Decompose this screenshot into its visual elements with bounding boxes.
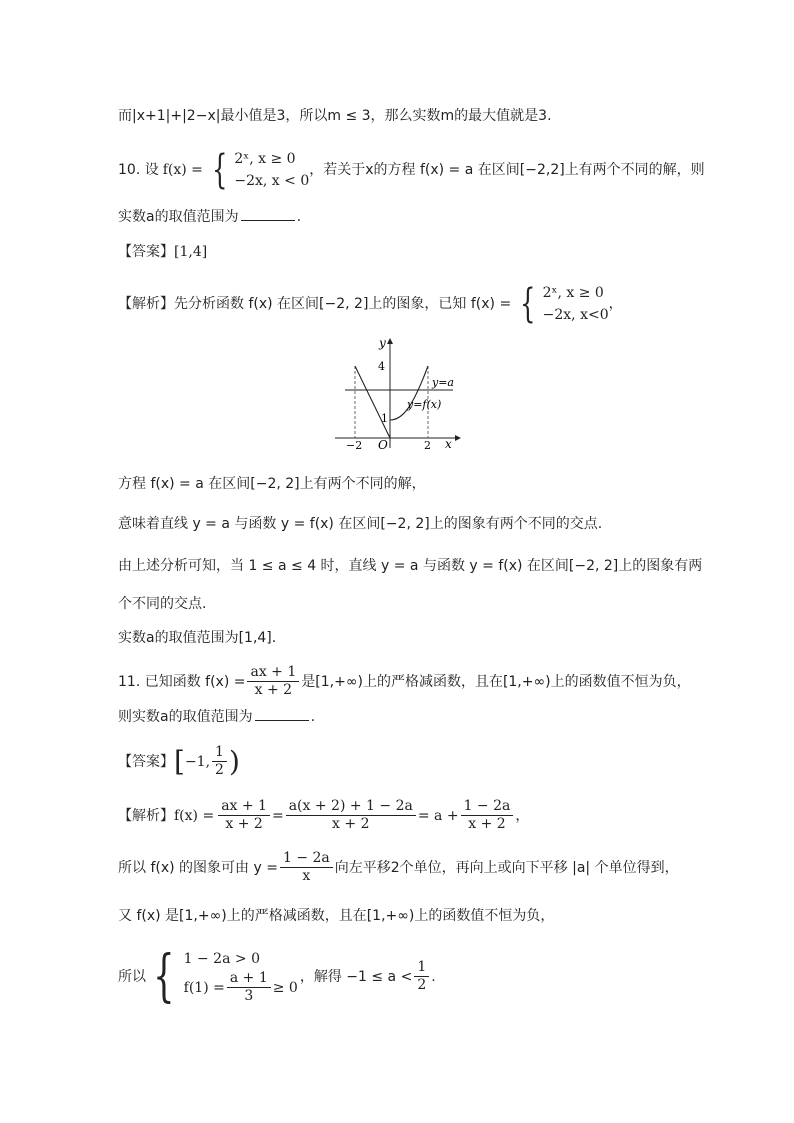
- q11-line-2-text: 则实数a的取值范围为: [118, 709, 253, 725]
- text-line-1: 而|x+1|+|2−x|最小值是3，所以m ≤ 3，那么实数m的最大值就是3.: [118, 108, 552, 124]
- q11-denominator: x + 2: [254, 682, 293, 698]
- answer-11-numerator: 1: [212, 744, 227, 762]
- q10-line-2: [118, 206, 301, 227]
- paragraph-5: 实数a的取值范围为[1,4].: [118, 630, 277, 646]
- result-numerator: 1: [414, 959, 429, 977]
- graph-tick-minus2: −2: [346, 439, 363, 452]
- graph-y-label: y: [379, 336, 386, 350]
- paragraph-1: 方程 f(x) = a 在区间[−2, 2]上有两个不同的解，: [118, 476, 426, 492]
- q10-line-2-text: 实数a的取值范围为: [118, 209, 239, 225]
- result-denominator: 2: [417, 977, 427, 993]
- step-2: 又 f(x) 是[1,+∞)上的严格减函数，且在[1,+∞)上的函数值不恒为负，: [118, 908, 555, 924]
- analysis-11-end: ，: [515, 807, 530, 824]
- analysis-11-frac-2: [286, 798, 416, 833]
- frac-3-denominator: x + 2: [468, 816, 506, 832]
- analysis-10-end: ，: [608, 296, 623, 312]
- graph-origin-label: O: [378, 438, 388, 452]
- step-3-cond-1: 1 − 2a > 0: [183, 951, 260, 967]
- graph-x-label: x: [445, 437, 452, 451]
- q11-line-2: [118, 706, 315, 727]
- frac-1-denominator: x + 2: [225, 816, 263, 832]
- cond-2-numerator: a + 1: [227, 970, 271, 988]
- analysis-10-label: 【解析】: [118, 296, 174, 312]
- frac-1-numerator: ax + 1: [218, 798, 270, 816]
- step-1-rest: 向左平移2个单位，再向上或向下平移 |a| 个单位得到，: [334, 859, 679, 876]
- answer-10: [118, 242, 207, 262]
- paragraph-3: 由上述分析可知，当 1 ≤ a ≤ 4 时，直线 y = a 与函数 y = f(x) 在区间[−2, 2]上的图象有两: [118, 558, 703, 574]
- step-3-end: .: [431, 968, 436, 985]
- analysis-10-piecewise: [515, 282, 608, 326]
- cond-2-denominator: 3: [244, 988, 254, 1004]
- answer-10-label: 【答案】: [118, 244, 174, 260]
- analysis-11: [118, 798, 529, 833]
- q11-lead: 11. 已知函数 f(x) =: [118, 673, 246, 690]
- paragraph-2: 意味着直线 y = a 与函数 y = f(x) 在区间[−2, 2]上的图象有两个不同的交点.: [118, 516, 603, 532]
- answer-11-lower: −1,: [184, 753, 211, 770]
- graph-label-yfx: y=f(x): [407, 398, 442, 411]
- answer-11: [118, 744, 240, 779]
- step-1-lead: 所以 f(x) 的图象可由 y =: [118, 859, 278, 876]
- step-1: [118, 850, 679, 885]
- graph-label-ya: y=a: [432, 376, 454, 389]
- q10-case-2: −2x, x < 0: [234, 173, 310, 189]
- y-arrow-icon: [387, 338, 393, 344]
- curve-left-linear: [355, 366, 390, 438]
- step-3-system: [146, 943, 298, 1009]
- question-10: [118, 148, 705, 192]
- q11-numerator: ax + 1: [247, 664, 299, 682]
- step-3-result-fraction: [414, 959, 429, 994]
- graph-tick-1: 1: [381, 412, 388, 425]
- q10-end: .: [296, 209, 302, 225]
- step-3-cond-2-lead: f(1) =: [183, 979, 225, 996]
- q10-case-1: 2ˣ, x ≥ 0: [234, 151, 296, 167]
- question-11: [118, 664, 691, 699]
- answer-blank: [241, 206, 295, 221]
- graph-tick-2: 2: [424, 439, 431, 452]
- answer-11-label: 【答案】: [118, 753, 174, 770]
- step-1-denominator: x: [302, 868, 311, 884]
- analysis-11-frac-1: [218, 798, 270, 833]
- brace-icon: {: [211, 147, 228, 193]
- q10-piecewise: [207, 148, 309, 192]
- graph-tick-4: 4: [378, 360, 385, 373]
- left-bracket-icon: [: [174, 744, 185, 778]
- x-arrow-icon: [455, 435, 461, 441]
- frac-2-denominator: x + 2: [332, 816, 370, 832]
- q10-fx: f(x) =: [162, 162, 203, 178]
- answer-11-fraction: [212, 744, 227, 779]
- analysis-10-case-1: 2ˣ, x ≥ 0: [542, 285, 604, 301]
- frac-2-numerator: a(x + 2) + 1 − 2a: [286, 798, 416, 816]
- step-3-result: ，解得 −1 ≤ a <: [299, 968, 413, 985]
- brace-icon: {: [153, 943, 175, 1009]
- answer-11-denominator: 2: [215, 762, 224, 778]
- q11-end: .: [310, 709, 316, 725]
- frac-3-numerator: 1 − 2a: [461, 798, 514, 816]
- analysis-11-label: 【解析】: [118, 807, 174, 824]
- right-paren-icon: ): [228, 744, 240, 778]
- answer-10-value: [1,4]: [174, 244, 208, 260]
- step-3-cond-2-rest: ≥ 0: [272, 979, 298, 996]
- analysis-10: [118, 282, 623, 326]
- curve-right-exponential: [390, 366, 428, 420]
- step-1-numerator: 1 − 2a: [280, 850, 333, 868]
- step-3: [118, 943, 436, 1009]
- step-1-fraction: [280, 850, 333, 885]
- brace-icon: {: [520, 281, 536, 327]
- analysis-10-text: 先分析函数 f(x) 在区间[−2, 2]上的图象，已知 f(x) =: [174, 296, 512, 312]
- analysis-11-plus: = a +: [417, 807, 459, 824]
- q10-number: 10. 设: [118, 162, 159, 178]
- q10-rest: ，若关于x的方程 f(x) = a 在区间[−2,2]上有两个不同的解，则: [309, 162, 705, 178]
- function-graph: [333, 336, 463, 456]
- paragraph-4: 个不同的交点.: [118, 596, 207, 612]
- answer-blank: [255, 706, 309, 721]
- q11-rest: 是[1,+∞)上的严格减函数，且在[1,+∞)上的函数值不恒为负，: [301, 673, 691, 690]
- q11-fraction: [247, 664, 299, 699]
- equals-sign: =: [271, 807, 284, 824]
- step-3-cond-2-fraction: [227, 970, 271, 1005]
- analysis-11-frac-3: [461, 798, 514, 833]
- analysis-11-fx: f(x) =: [174, 807, 215, 824]
- analysis-10-case-2: −2x, x<0: [542, 307, 609, 323]
- step-3-lead: 所以: [118, 968, 146, 985]
